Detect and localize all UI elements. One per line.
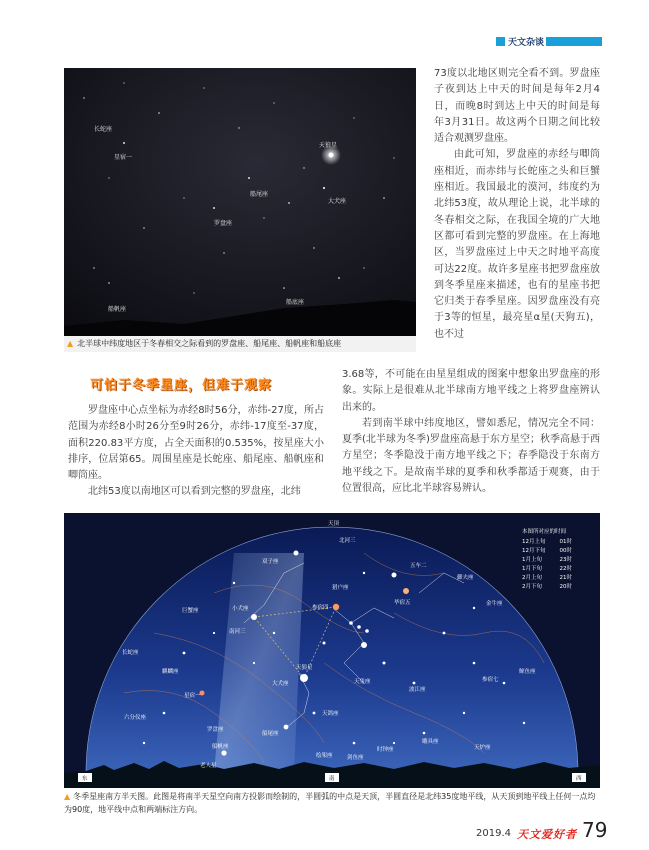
time-row: [522, 538, 572, 547]
label-cancer: 巨蟹座: [182, 608, 199, 614]
paragraph: 若到南半球中纬度地区，譬如悉尼，情况完全不同：夏季(北半球为冬季)罗盘座高悬于东方星空；秋季高悬于西方星空；冬季隐没于南方地平线之下；春季隐没于东南方地平线之下。是故南半球的夏季和秋季都适于观赛，由于位置很高，应比北半球容易辨认。: [342, 417, 600, 495]
paragraph: 73度以北地区则完全看不到。罗盘座子夜到达上中天的时间是每年2月4日，而晚8时到达上中天的时间是每年3月31日。故这两个日期之间比较适合观测罗盘座。: [434, 68, 600, 145]
label-capella: 五车二: [410, 563, 427, 569]
page-number: 79: [582, 818, 608, 842]
caption-triangle-icon: ▲: [67, 339, 74, 348]
label-lepus: 天兔座: [354, 679, 371, 685]
header-bar: [546, 37, 602, 46]
issue-date: 2019.4: [476, 828, 511, 839]
label-hydra: 长蛇座: [94, 126, 113, 133]
paragraph: 北纬53度以南地区可以看到完整的罗盘座，北纬: [88, 486, 301, 498]
time-row-date: 1月下旬: [522, 566, 542, 572]
label-betelgeuse: 参宿四: [312, 605, 329, 611]
photo-caption: [64, 336, 416, 352]
direction-south: 南: [329, 776, 335, 782]
label-aldebaran: 毕宿五: [394, 600, 411, 606]
label-columba: 天鸽座: [322, 711, 339, 717]
time-row-date: 2月上旬: [522, 575, 542, 581]
label-hydra: 长蛇座: [122, 650, 139, 656]
label-carina: 船底座: [286, 299, 305, 306]
label-sirius: 天狼星: [296, 665, 313, 671]
label-auriga: 御夫座: [457, 575, 474, 581]
label-taurus: 金牛座: [486, 601, 503, 607]
label-procyon-star: 南河三: [229, 629, 246, 635]
time-row: [522, 583, 572, 592]
chart-caption: [64, 790, 600, 816]
caption-triangle-icon: ▲: [64, 792, 71, 801]
label-rigel: 参宿七: [482, 677, 499, 683]
label-fornax: 天炉座: [474, 745, 491, 751]
label-procyon: 小犬座: [232, 606, 249, 612]
label-sirius: 天狼星: [319, 142, 338, 149]
label-gemini: 双子座: [262, 559, 279, 565]
label-canis-major: 大犬座: [272, 681, 289, 687]
time-row: [522, 556, 572, 565]
chart-caption-text: 冬季星座南方半天图。此图是将南半天星空向南方投影而绘制的，半圆弧的中点是天顶，半圆直径是北纬35度地平线，从天顶到地平线上任何一点均为90度，地平线中点和两端标注方向。: [64, 792, 596, 814]
time-row-time: 21时: [559, 575, 572, 581]
star-chart-graphic: [64, 513, 600, 788]
time-table: [522, 527, 572, 592]
label-canis-major: 大犬座: [328, 198, 347, 205]
paragraph: 由此可知，罗盘座的赤经与唧筒座相近，而赤纬与长蛇座之头和巨蟹座相近。我国最北的漠河，纬度约为北纬53度，故从理论上说，北半球的冬春相交之际，在我国全境的广大地区都可看到完整的罗盘座。在上海地区，当罗盘座过上中天之时地平高度可达22度。故许多星座书把罗盘座放到冬季星座来描述，也有的星座书把它归类于春季星座。因罗盘座没有亮于3等的恒星，最亮星α星(天狗五)，也不过: [434, 149, 600, 340]
time-row-time: 20时: [559, 584, 572, 590]
paragraph: 罗盘座中心点坐标为赤经8时56分，赤纬-27度，所占范围为赤经8小时26分至9时26分，赤纬-17度至-37度，面积220.83平方度，占全天面积的0.535%，按星座大小排序，位居第65。周围星座是长蛇座、船尾座、船帆座和唧筒座。: [68, 405, 324, 482]
label-puppis: 船尾座: [262, 731, 279, 737]
magazine-name: 天文爱好者: [517, 828, 577, 841]
left-column: [68, 403, 324, 501]
right-column-upper: [434, 66, 600, 343]
section-header: 天文杂谈: [508, 38, 545, 48]
direction-east: 东: [82, 776, 88, 782]
star-chart: [64, 513, 600, 788]
time-row: [522, 565, 572, 574]
time-row-time: 01时: [559, 539, 572, 545]
label-star1: 星宿一: [114, 154, 133, 161]
label-cetus: 鲸鱼座: [519, 669, 536, 675]
label-zenith: 天顶: [328, 521, 340, 527]
label-monoceros: 麒麟座: [162, 669, 179, 675]
time-row-date: 1月上旬: [522, 557, 542, 563]
label-pyxis: 罗盘座: [207, 727, 224, 733]
label-pyxis: 罗盘座: [214, 220, 233, 227]
label-puppis: 船尾座: [250, 191, 269, 198]
time-row: [522, 547, 572, 556]
label-doradus: 剑鱼座: [347, 755, 364, 761]
time-table-title: 本图所对应的时间: [522, 529, 567, 535]
label-vela: 船帆座: [212, 744, 229, 750]
time-row-date: 2月下旬: [522, 584, 542, 590]
paragraph: 3.68等，不可能在由星星组成的图案中想象出罗盘座的形象。实际上是很难从北半球南方地平线之上将罗盘座辨认出来的。: [342, 369, 600, 413]
header-marker: [496, 37, 505, 46]
photo-caption-text: 北半球中纬度地区于冬春相交之际看到的罗盘座、船尾座、船帆座和船底座: [77, 339, 342, 348]
time-row: [522, 574, 572, 583]
night-sky-photo: [64, 68, 416, 352]
label-eridanus: 波江座: [409, 687, 426, 693]
label-vela: 船帆座: [108, 306, 127, 313]
label-star1: 星宿一: [184, 693, 201, 699]
time-row-date: 12月下旬: [522, 548, 546, 554]
label-pictor: 绘架座: [316, 753, 333, 759]
time-row-time: 23时: [559, 557, 572, 563]
direction-west: 西: [576, 776, 582, 782]
right-column-lower: [342, 367, 600, 497]
time-row-time: 00时: [559, 548, 572, 554]
label-horologium: 时钟座: [377, 747, 394, 753]
label-caelum: 雕具座: [422, 739, 439, 745]
night-sky-image: [64, 68, 416, 336]
time-row-time: 22时: [559, 566, 572, 572]
label-orion: 猎户座: [332, 585, 349, 591]
section-title: 可怕于冬季星座，但难于观察: [90, 378, 273, 393]
label-pollux: 北河三: [339, 538, 356, 544]
time-row-date: 12月上旬: [522, 539, 546, 545]
label-sixpoint: 六分仪座: [124, 715, 147, 721]
label-canopus: 老人星: [200, 763, 217, 769]
